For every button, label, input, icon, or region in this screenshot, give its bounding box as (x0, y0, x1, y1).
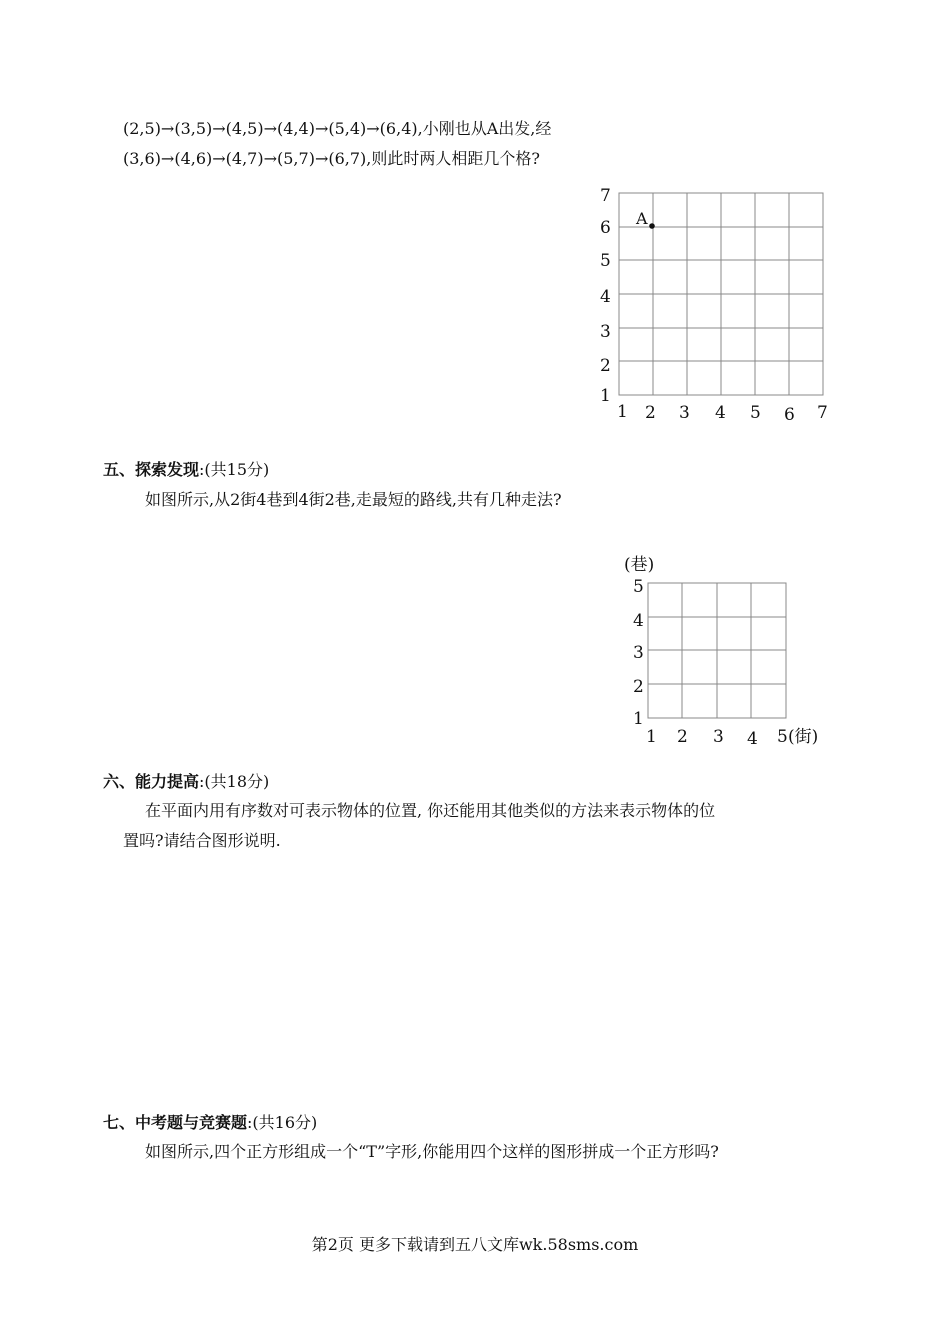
q5-x-tick: 4 (747, 729, 758, 749)
q7-heading (103, 1112, 317, 1134)
q4-y-tick: 6 (600, 218, 611, 238)
q5-heading-title: 五、探索发现 (103, 460, 200, 479)
q4-x-tick: 2 (645, 403, 656, 420)
q7-score: :(共16分) (247, 1113, 318, 1132)
q4-text-line-2: (3,6)→(4,6)→(4,7)→(5,7)→(6,7),则此时两人相距几个格? (123, 149, 540, 168)
q5-street-lane-grid (620, 550, 835, 750)
q6-text-line-2: 置吗?请结合图形说明. (123, 831, 281, 850)
q5-text: 如图所示,从2街4巷到4街2巷,走最短的路线,共有几种走法? (145, 490, 562, 509)
q4-y-tick: 7 (600, 186, 611, 206)
q4-x-tick: 4 (715, 403, 726, 420)
q4-y-tick: 5 (600, 251, 611, 271)
q4-x-tick: 7 (817, 403, 828, 420)
q5-y-tick: 2 (633, 677, 644, 697)
q4-x-tick: 5 (750, 403, 761, 420)
q5-y-tick: 4 (633, 611, 644, 631)
q5-x-axis-name: (街) (788, 727, 819, 747)
q5-y-tick: 1 (633, 709, 644, 729)
q5-x-tick: 1 (646, 727, 657, 747)
q4-text-line-1: (2,5)→(3,5)→(4,5)→(4,4)→(5,4)→(6,4),小刚也从A出发,经 (123, 119, 552, 138)
q4-x-tick: 6 (784, 405, 795, 420)
q4-point-a (649, 223, 655, 229)
q6-text-line-1: 在平面内用有序数对可表示物体的位置, 你还能用其他类似的方法来表示物体的位 (145, 801, 716, 820)
q5-x-tick: 3 (713, 727, 724, 747)
q6-heading (103, 771, 269, 793)
page-footer: 第2页 更多下载请到五八文库wk.58sms.com (311, 1235, 639, 1254)
q4-y-tick: 4 (600, 287, 611, 307)
q5-x-tick: 5 (777, 727, 788, 747)
q5-y-axis-name: (巷) (624, 555, 655, 575)
q7-heading-title: 七、中考题与竞赛题 (103, 1113, 248, 1132)
q6-heading-title: 六、能力提高 (103, 772, 200, 791)
q4-y-tick: 2 (600, 356, 611, 376)
q4-point-a-label: A (636, 209, 648, 228)
q7-text: 如图所示,四个正方形组成一个“T”字形,你能用四个这样的图形拼成一个正方形吗? (145, 1142, 719, 1161)
q4-y-tick: 3 (600, 322, 611, 342)
q5-heading (103, 459, 269, 481)
q4-y-tick: 1 (600, 386, 611, 406)
q4-x-tick: 1 (617, 402, 628, 420)
q5-y-tick: 5 (633, 577, 644, 597)
q5-score: :(共15分) (199, 460, 270, 479)
q4-x-tick: 3 (679, 403, 690, 420)
q5-y-tick: 3 (633, 643, 644, 663)
q5-x-tick: 2 (677, 727, 688, 747)
q6-score: :(共18分) (199, 772, 270, 791)
q4-coordinate-grid (595, 180, 855, 420)
